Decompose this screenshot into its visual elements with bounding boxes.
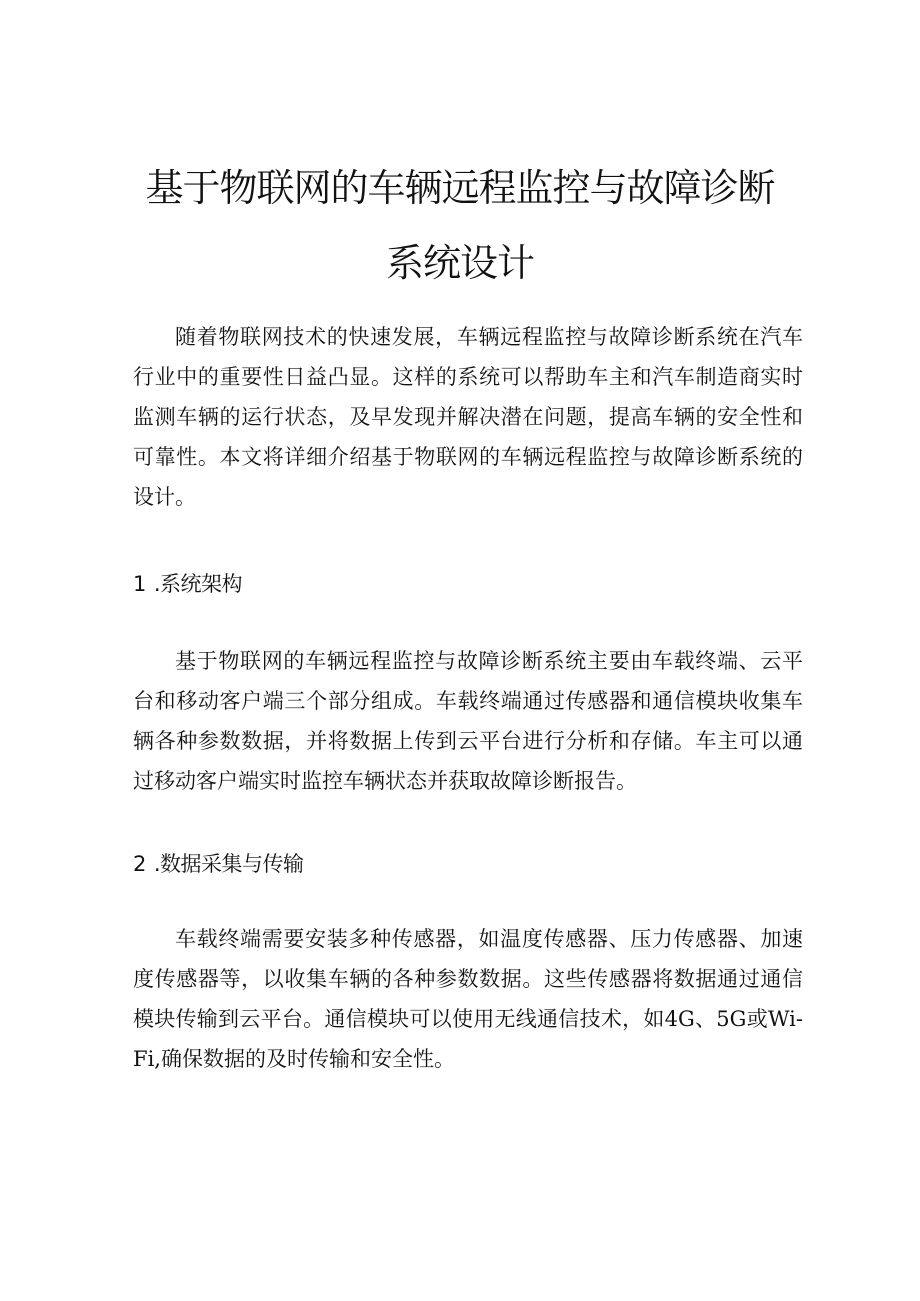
section-1-paragraph: 基于物联网的车辆远程监控与故障诊断系统主要由车载终端、云平台和移动客户端三个部分组成。车载终端通过传感器和通信模块收集车辆各种参数数据，并将数据上传到云平台进行分析和存储。车主可以通过移动客户端实时监控车辆状态并获取故障诊断报告。 [133,649,803,793]
section-1-title: .系统架构 [153,572,243,596]
document-title-line-1: 基于物联网的车辆远程监控与故障诊断 [145,166,775,210]
section-2-title: .数据采集与传输 [153,852,304,876]
section-1-heading [133,570,242,598]
section-1-number: 1 [133,572,146,596]
intro-paragraph: 随着物联网技术的快速发展，车辆远程监控与故障诊断系统在汽车行业中的重要性日益凸显。这样的系统可以帮助车主和汽车制造商实时监测车辆的运行状态，及早发现并解决潜在问题，提高车辆的安全性和可靠性。本文将详细介绍基于物联网的车辆远程监控与故障诊断系统的设计。 [133,325,803,509]
section-2-heading [133,850,304,878]
section-2-number: 2 [133,852,146,876]
document-title-line-2: 系统设计 [385,241,534,285]
section-2-paragraph: 车载终端需要安装多种传感器，如温度传感器、压力传感器、加速度传感器等，以收集车辆的各种参数数据。这些传感器将数据通过通信模块传输到云平台。通信模块可以使用无线通信技术，如4G、5G或Wi-Fi,确保数据的及时传输和安全性。 [133,927,803,1071]
